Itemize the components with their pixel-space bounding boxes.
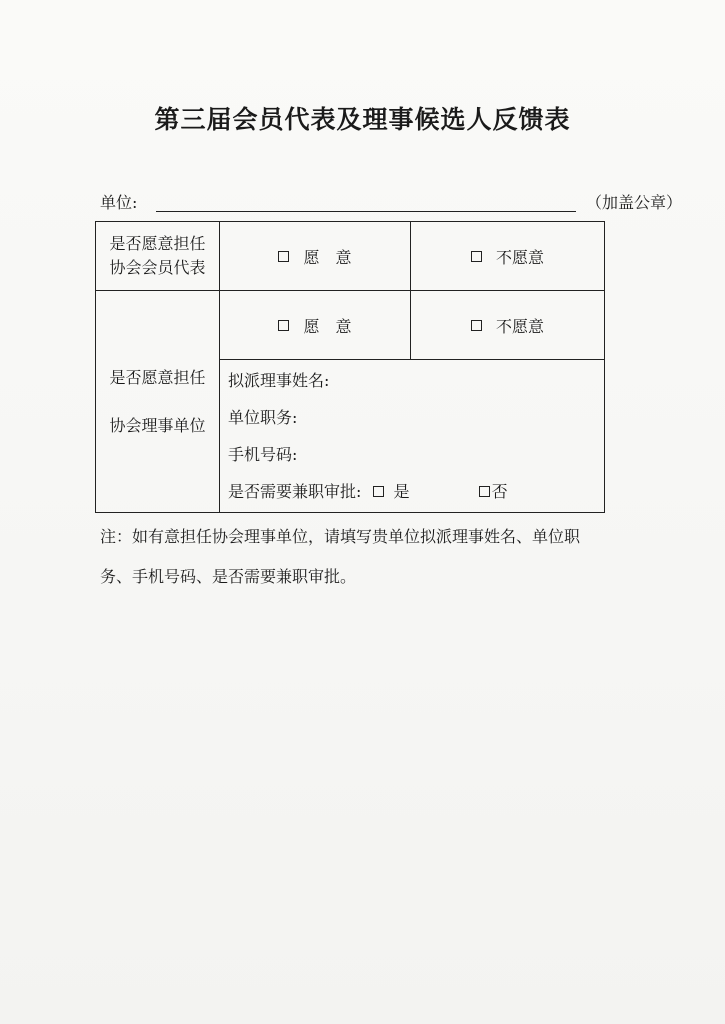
unit-input-line[interactable] — [156, 211, 576, 212]
approval-yes-option[interactable] — [373, 473, 410, 510]
position-label: 单位职务: — [228, 408, 298, 427]
council-no-cell — [411, 291, 605, 360]
checkbox-icon[interactable] — [278, 320, 289, 331]
delegate-name-label: 拟派理事姓名: — [228, 371, 330, 390]
council-yes-label: 愿 意 — [303, 316, 352, 336]
feedback-table — [95, 221, 605, 513]
table-row-council-options — [96, 291, 605, 360]
council-no-option[interactable] — [471, 314, 544, 337]
approval-no-option[interactable] — [479, 473, 508, 510]
member-rep-yes-label: 愿 意 — [303, 247, 352, 267]
checkbox-icon[interactable] — [471, 251, 482, 262]
unit-line — [100, 190, 683, 216]
unit-label: 单位: — [100, 193, 138, 212]
checkbox-icon[interactable] — [479, 486, 490, 497]
delegate-name-field[interactable] — [228, 362, 604, 399]
approval-yes-label: 是 — [393, 482, 410, 501]
approval-label: 是否需要兼职审批: — [228, 482, 362, 501]
member-rep-no-label: 不愿意 — [495, 247, 544, 267]
member-rep-yes-cell — [220, 222, 411, 291]
council-question-line1: 是否愿意担任 — [109, 367, 206, 387]
council-yes-cell — [220, 291, 411, 360]
council-details — [220, 360, 605, 513]
member-rep-no-option[interactable] — [471, 245, 544, 268]
member-rep-question-line2: 协会会员代表 — [109, 258, 206, 277]
checkbox-icon[interactable] — [471, 320, 482, 331]
member-rep-question — [96, 222, 220, 291]
council-yes-option[interactable] — [278, 314, 351, 337]
checkbox-icon[interactable] — [373, 486, 384, 497]
council-question — [96, 291, 220, 513]
council-no-label: 不愿意 — [495, 316, 544, 336]
seal-note: （加盖公章） — [586, 193, 683, 212]
position-field[interactable] — [228, 399, 604, 436]
footnote — [100, 517, 625, 597]
member-rep-no-cell — [411, 222, 605, 291]
table-row-member-rep — [96, 222, 605, 291]
member-rep-question-line1: 是否愿意担任 — [109, 234, 206, 253]
footnote-line1: 注：如有意担任协会理事单位，请填写贵单位拟派理事姓名、单位职 — [100, 527, 581, 546]
phone-field[interactable] — [228, 436, 604, 473]
phone-label: 手机号码: — [228, 445, 298, 464]
footnote-line2: 务、手机号码、是否需要兼职审批。 — [100, 567, 357, 586]
document-title: 第三届会员代表及理事候选人反馈表 — [154, 105, 571, 134]
approval-no-label: 否 — [491, 482, 508, 501]
approval-field — [228, 473, 604, 510]
member-rep-yes-option[interactable] — [278, 245, 351, 268]
council-question-line2: 协会理事单位 — [109, 415, 206, 435]
checkbox-icon[interactable] — [278, 251, 289, 262]
